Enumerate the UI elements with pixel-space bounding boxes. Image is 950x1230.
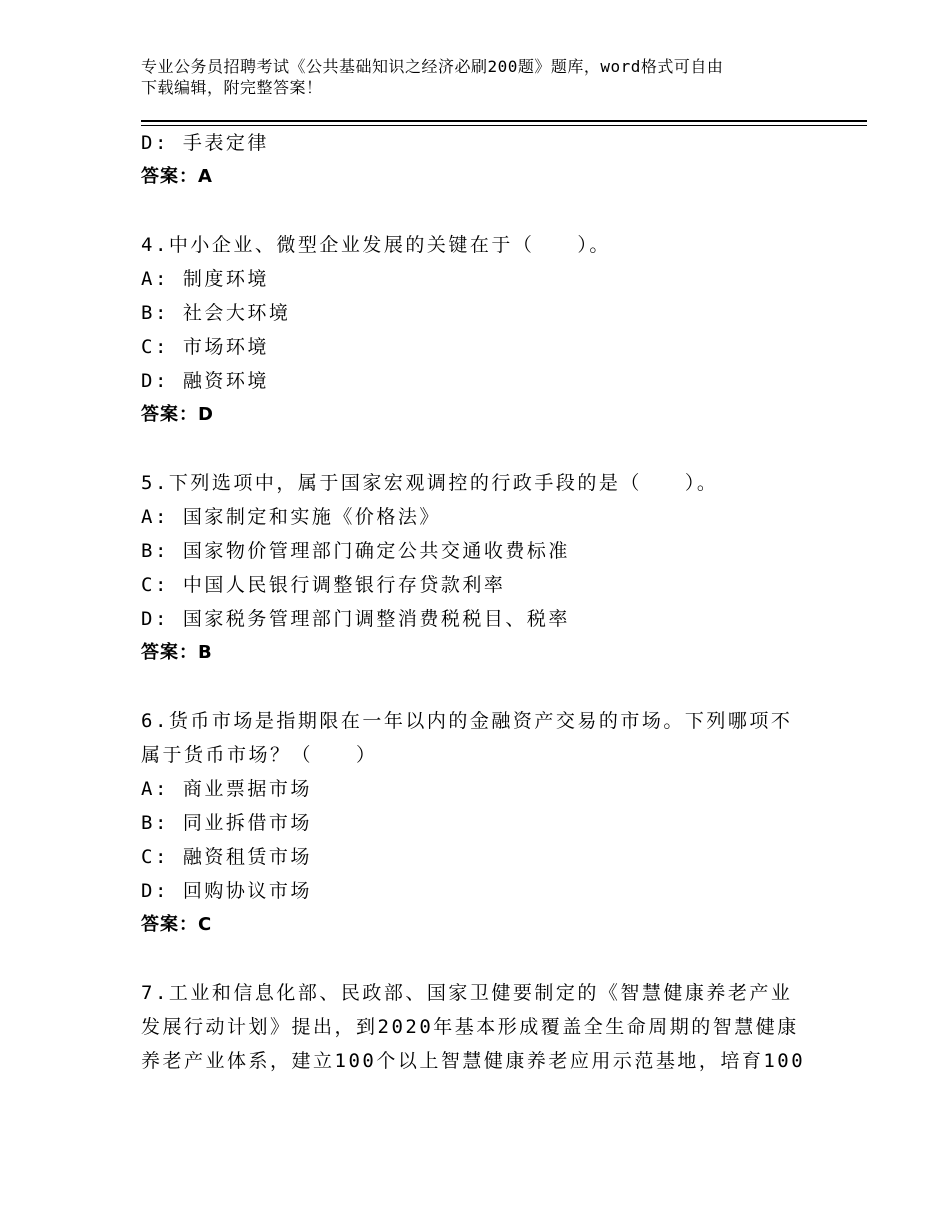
header-line-1: 专业公务员招聘考试《公共基础知识之经济必刷200题》题库，word格式可自由	[141, 57, 724, 76]
q6-option-a: A: 商业票据市场	[141, 778, 312, 800]
q4-question: 4.中小企业、微型企业发展的关键在于（ ）。	[141, 234, 611, 256]
q5-question: 5.下列选项中，属于国家宏观调控的行政手段的是（ ）。	[141, 472, 719, 494]
q7-question-line-3: 养老产业体系，建立100个以上智慧健康养老应用示范基地，培育100	[141, 1050, 806, 1072]
header-line-2: 下载编辑，附完整答案！	[141, 78, 323, 97]
page-header	[141, 56, 831, 98]
q5-option-b: B: 国家物价管理部门确定公共交通收费标准	[141, 540, 570, 562]
prev-option-d: D: 手表定律	[141, 132, 269, 154]
spacer	[141, 194, 841, 228]
q6-answer: 答案：C	[141, 914, 213, 935]
q7-question-line-2: 发展行动计划》提出，到2020年基本形成覆盖全生命周期的智慧健康	[141, 1016, 799, 1038]
q5-option-a: A: 国家制定和实施《价格法》	[141, 506, 441, 528]
q4-option-d: D: 融资环境	[141, 370, 269, 392]
q5-answer: 答案：B	[141, 642, 213, 663]
q7-question-line-1: 7.工业和信息化部、民政部、国家卫健要制定的《智慧健康养老产业	[141, 982, 793, 1004]
q4-option-c: C: 市场环境	[141, 336, 269, 358]
q4-option-b: B: 社会大环境	[141, 302, 291, 324]
q5-option-c: C: 中国人民银行调整银行存贷款利率	[141, 574, 506, 596]
q6-question-line-1: 6.货币市场是指期限在一年以内的金融资产交易的市场。下列哪项不	[141, 710, 793, 732]
question-content	[141, 126, 841, 1078]
q6-option-c: C: 融资租赁市场	[141, 846, 312, 868]
spacer	[141, 432, 841, 466]
q4-answer: 答案：D	[141, 404, 214, 425]
q4-option-a: A: 制度环境	[141, 268, 269, 290]
q6-option-b: B: 同业拆借市场	[141, 812, 312, 834]
spacer	[141, 942, 841, 976]
header-rule-thick	[141, 120, 867, 122]
q5-option-d: D: 国家税务管理部门调整消费税税目、税率	[141, 608, 570, 630]
q6-question-line-2: 属于货币市场？（ ）	[141, 744, 378, 766]
prev-answer: 答案：A	[141, 166, 213, 187]
q6-option-d: D: 回购协议市场	[141, 880, 312, 902]
spacer	[141, 670, 841, 704]
